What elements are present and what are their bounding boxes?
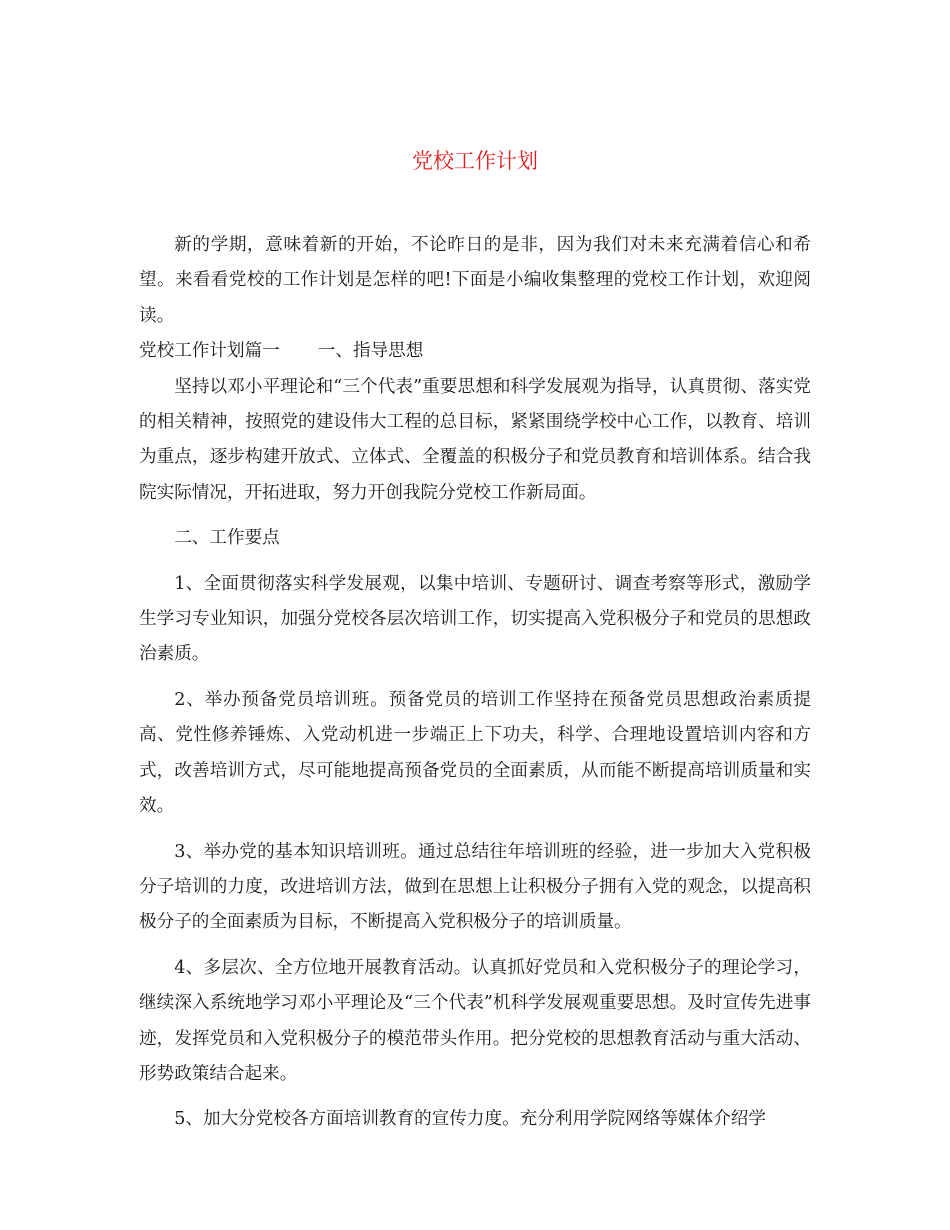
- point-1-paragraph: 1、全面贯彻落实科学发展观，以集中培训、专题研讨、调查考察等形式，激励学生学习专业知识，加强分党校各层次培训工作，切实提高入党积极分子和党员的思想政治素质。: [139, 573, 811, 665]
- section-line: [139, 334, 811, 369]
- guiding-paragraph: 坚持以邓小平理论和“三个代表”重要思想和科学发展观为指导，认真贯彻、落实党的相关精神，按照党的建设伟大工程的总目标，紧紧围绕学校中心工作，以教育、培训为重点，逐步构建开放式、立体式、全覆盖的积极分子和党员教育和培训体系。结合我院实际情况，开拓进取，努力开创我院分党校工作新局面。: [139, 376, 811, 503]
- section-heading: 一、指导思想: [317, 341, 424, 362]
- point-2-paragraph: 2、举办预备党员培训班。预备党员的培训工作坚持在预备党员思想政治素质提高、党性修养锤炼、入党动机进一步端正上下功夫，科学、合理地设置培训内容和方式，改善培训方式，尽可能地提高预备党员的全面素质，从而能不断提高培训质量和实效。: [139, 689, 811, 817]
- intro-paragraph: 新的学期，意味着新的开始，不论昨日的是非，因为我们对未来充满着信心和希望。来看看党校的工作计划是怎样的吧!下面是小编收集整理的党校工作计划，欢迎阅读。: [139, 235, 811, 326]
- point-3-paragraph: 3、举办党的基本知识培训班。通过总结往年培训班的经验，进一步加大入党积极分子培训的力度，改进培训方法，做到在思想上让积极分子拥有入党的观念，以提高积极分子的全面素质为目标，不断提高入党积极分子的培训质量。: [139, 841, 811, 933]
- document-body: [139, 228, 811, 1138]
- point-5-paragraph: 5、加大分党校各方面培训教育的宣传力度。充分利用学院网络等媒体介绍学: [174, 1109, 766, 1130]
- points-heading: 二、工作要点: [174, 528, 280, 549]
- section-label: 党校工作计划篇一: [139, 341, 280, 362]
- point-4-paragraph: 4、多层次、全方位地开展教育活动。认真抓好党员和入党积极分子的理论学习，继续深入系统地学习邓小平理论及“三个代表”机科学发展观重要思想。及时宣传先进事迹，发挥党员和入党积极分子的模范带头作用。把分党校的思想教育活动与重大活动、形势政策结合起来。: [139, 957, 811, 1084]
- document-title: 党校工作计划: [412, 149, 538, 173]
